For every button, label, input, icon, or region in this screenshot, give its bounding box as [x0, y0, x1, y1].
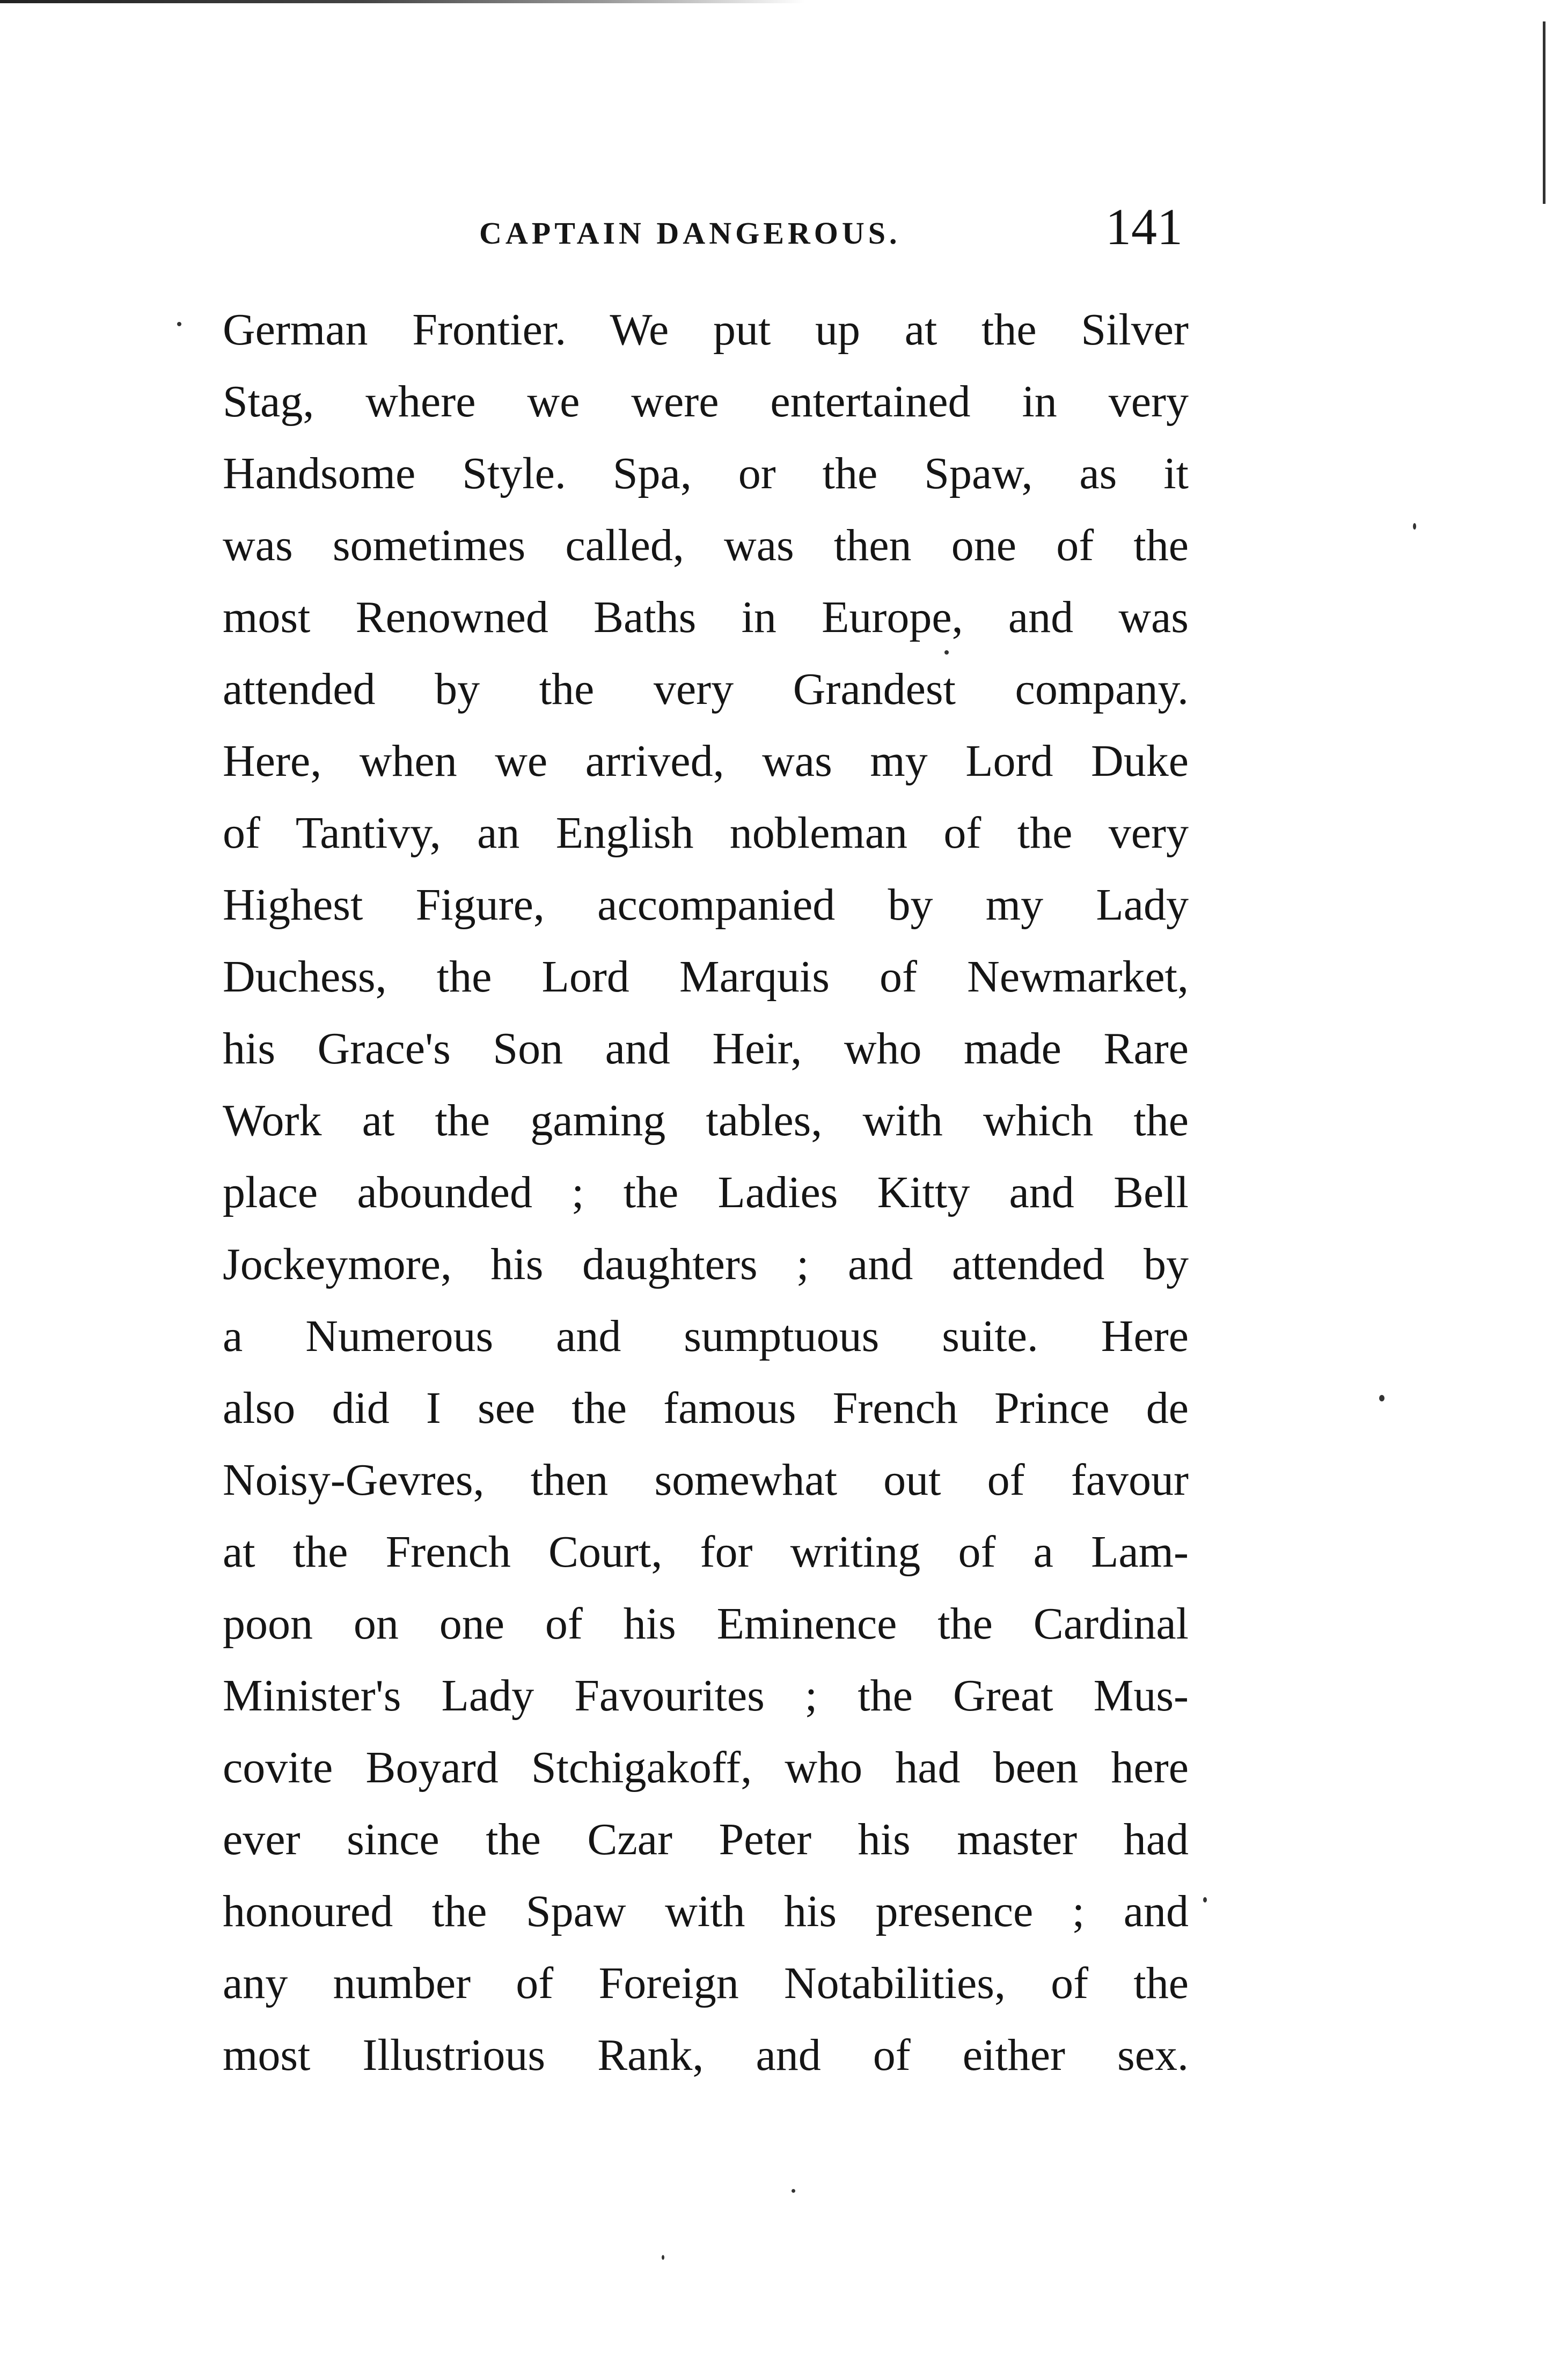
text-line: also did I see the famous French Prince de [223, 1383, 1189, 1433]
text-line: his Grace's Son and Heir, who made Rare [223, 1024, 1189, 1074]
text-line: Handsome Style. Spa, or the Spaw, as it [223, 449, 1189, 498]
text-line: Here, when we arrived, was my Lord Duke [223, 736, 1189, 786]
text-line: poon on one of his Eminence the Cardinal [223, 1599, 1189, 1649]
scan-edge-right [1543, 21, 1545, 204]
body-text [223, 294, 1189, 2091]
speck [1379, 1395, 1384, 1401]
text-line: place abounded ; the Ladies Kitty and Bell [223, 1167, 1189, 1217]
text-line: at the French Court, for writing of a Lam- [223, 1527, 1189, 1577]
speck [944, 650, 949, 655]
text-line: attended by the very Grandest company. [223, 664, 1189, 714]
page-header [223, 185, 1189, 266]
text-line: Work at the gaming tables, with which the [223, 1096, 1189, 1145]
text-line: Duchess, the Lord Marquis of Newmarket, [223, 952, 1189, 1002]
scan-edge-top [0, 0, 805, 3]
speck [1413, 523, 1416, 530]
speck [662, 2255, 664, 2260]
text-line: covite Boyard Stchigakoff, who had been here [223, 1743, 1189, 1793]
text-line: any number of Foreign Notabilities, of the [223, 1958, 1189, 2008]
speck [792, 2189, 795, 2193]
running-title: CAPTAIN DANGEROUS. [479, 216, 901, 251]
text-line: honoured the Spaw with his presence ; and [223, 1886, 1189, 1936]
text-line: Noisy-Gevres, then somewhat out of favour [223, 1455, 1189, 1505]
text-line: Stag, where we were entertained in very [223, 377, 1189, 427]
text-line: ever since the Czar Peter his master had [223, 1815, 1189, 1864]
text-line: most Illustrious Rank, and of either sex. [223, 2030, 1189, 2080]
page-number: 141 [1105, 198, 1183, 255]
text-line: Highest Figure, accompanied by my Lady [223, 880, 1189, 930]
text-line: Minister's Lady Favourites ; the Great Mus- [223, 1671, 1189, 1721]
speck [177, 322, 181, 326]
text-line: Jockeymore, his daughters ; and attended by [223, 1239, 1189, 1289]
speck [1203, 1897, 1207, 1902]
text-line: German Frontier. We put up at the Silver [223, 305, 1189, 355]
text-line: was sometimes called, was then one of the [223, 520, 1189, 570]
text-line: a Numerous and sumptuous suite. Here [223, 1311, 1189, 1361]
text-line: of Tantivy, an English nobleman of the very [223, 808, 1189, 858]
text-line: most Renowned Baths in Europe, and was [223, 592, 1189, 642]
